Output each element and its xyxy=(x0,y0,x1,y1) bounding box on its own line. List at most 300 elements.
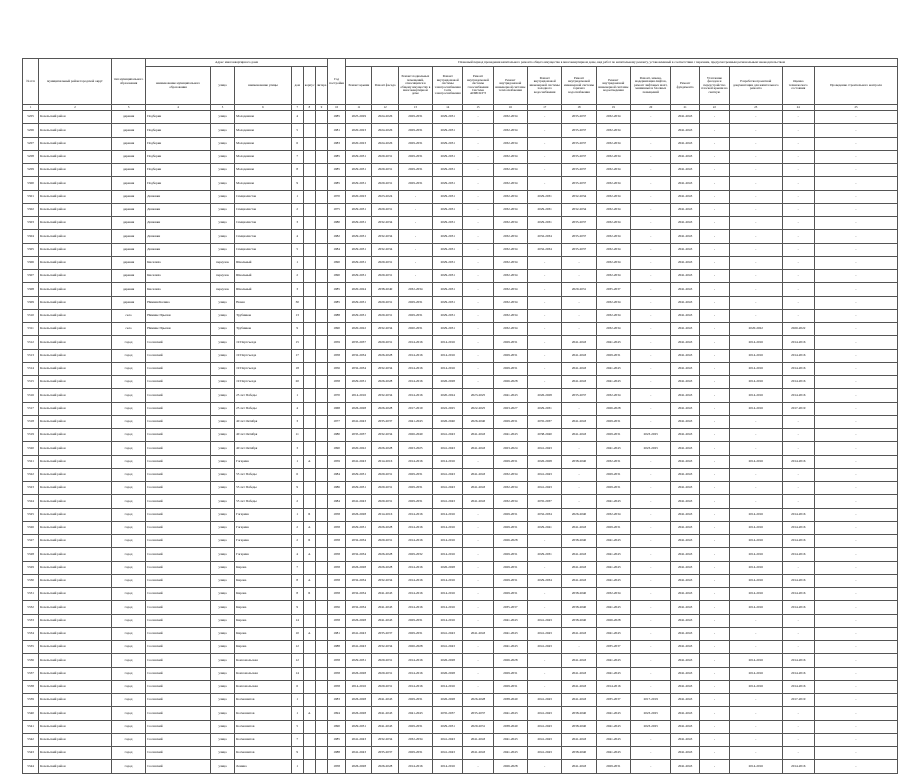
table-cell: 5319 xyxy=(23,429,39,442)
table-cell: 2041-2043 xyxy=(463,442,493,455)
table-cell: 2024-2026 xyxy=(372,111,398,124)
table-cell: улица xyxy=(210,190,234,203)
table-cell: 2041-2043 xyxy=(671,508,699,521)
table-cell xyxy=(315,150,327,163)
table-cell: 2023-2025 xyxy=(631,720,671,733)
table-cell: - xyxy=(463,641,493,654)
table-cell: - xyxy=(782,124,814,137)
table-cell: 40 лет Октября xyxy=(235,442,292,455)
table-cell: Козельский район xyxy=(39,164,112,177)
table-cell: А xyxy=(303,521,315,534)
table-cell: 2029-2031 xyxy=(433,243,463,256)
table-cell: 2014-2016 xyxy=(433,574,463,587)
table-cell xyxy=(315,283,327,296)
table-cell: 2032-2034 xyxy=(398,733,432,746)
table-cell: - xyxy=(782,627,814,640)
table-cell: Гагарина xyxy=(235,535,292,548)
table-cell: 2041-2043 xyxy=(671,190,699,203)
table-cell: - xyxy=(699,680,729,693)
table-cell: 2041-2043 xyxy=(671,296,699,309)
table-cell: 2032-2034 xyxy=(493,230,527,243)
table-cell: 2020-2031 xyxy=(398,323,432,336)
table-cell: - xyxy=(463,588,493,601)
table-cell: деревня xyxy=(111,217,145,230)
table-cell xyxy=(303,309,315,322)
table-cell xyxy=(315,667,327,680)
table-cell xyxy=(303,283,315,296)
table-cell: улица xyxy=(210,455,234,468)
table-cell: - xyxy=(631,415,671,428)
table-cell: 2029-2031 xyxy=(433,270,463,283)
table-cell: - xyxy=(631,588,671,601)
table-cell: 2020-2024 xyxy=(433,389,463,402)
table-cell: 1958 xyxy=(328,680,346,693)
table-cell: 2014-2016 xyxy=(398,561,432,574)
table-cell: 2032-2034 xyxy=(493,270,527,283)
table-cell: улица xyxy=(210,336,234,349)
table-cell: - xyxy=(631,733,671,746)
table-row xyxy=(23,614,898,627)
table-cell: 2032-2034 xyxy=(596,137,630,150)
table-cell: 2014-2016 xyxy=(730,389,783,402)
table-row xyxy=(23,747,898,760)
table-cell: 2014-2016 xyxy=(398,336,432,349)
table-cell: 2029-2031 xyxy=(433,323,463,336)
table-cell: Козельский район xyxy=(39,150,112,163)
table-cell: - xyxy=(814,760,897,773)
table-cell: 1 xyxy=(291,694,303,707)
table-cell: Козельский район xyxy=(39,521,112,534)
table-cell: 2014-2016 xyxy=(346,680,372,693)
table-cell: Трубников xyxy=(235,309,292,322)
table-cell: 2014-2016 xyxy=(433,455,463,468)
table-cell xyxy=(303,124,315,137)
table-row xyxy=(23,177,898,190)
table-cell: город xyxy=(111,442,145,455)
table-cell: 2032-2031 xyxy=(596,455,630,468)
table-cell xyxy=(303,667,315,680)
column-number: 20 xyxy=(631,105,671,111)
table-cell: 2026-2040 xyxy=(562,508,596,521)
table-row xyxy=(23,402,898,415)
table-cell: - xyxy=(814,468,897,481)
table-cell: 5314 xyxy=(23,362,39,375)
table-cell: 2014-2016 xyxy=(782,508,814,521)
table-cell: 2023-2025 xyxy=(398,442,432,455)
table-cell: 1984 xyxy=(328,468,346,481)
table-row xyxy=(23,243,898,256)
table-cell: 2029-2031 xyxy=(346,654,372,667)
table-cell: город xyxy=(111,362,145,375)
table-cell: - xyxy=(463,614,493,627)
table-cell xyxy=(303,468,315,481)
table-cell: Козельский район xyxy=(39,270,112,283)
table-cell: 2035-2037 xyxy=(562,243,596,256)
table-cell: - xyxy=(528,680,562,693)
table-cell: 5338 xyxy=(23,680,39,693)
table-cell: - xyxy=(562,495,596,508)
table-cell: 2038-2040 xyxy=(562,707,596,720)
table-cell: 2014-2016 xyxy=(782,548,814,561)
table-cell: Козельский район xyxy=(39,641,112,654)
table-cell: 1958 xyxy=(328,667,346,680)
table-cell: 2029-2031 xyxy=(398,468,432,481)
table-cell: - xyxy=(631,654,671,667)
table-cell: 2029-2031 xyxy=(346,150,372,163)
table-cell: 5337 xyxy=(23,667,39,680)
table-cell: - xyxy=(631,362,671,375)
table-cell: 6 xyxy=(291,680,303,693)
table-cell: Подборки xyxy=(146,137,211,150)
table-cell: Молодежная xyxy=(235,124,292,137)
table-cell: улица xyxy=(210,349,234,362)
table-cell: 5301 xyxy=(23,190,39,203)
table-cell: город xyxy=(111,707,145,720)
table-cell: город xyxy=(111,588,145,601)
col-cold-water-header: Ремонт внутридомовой инженерной системы холодного водоснабжения xyxy=(528,67,562,105)
table-cell: - xyxy=(699,349,729,362)
col-assessment-header: Оценка технического состояния xyxy=(782,67,814,105)
table-cell: 7 xyxy=(291,150,303,163)
table-cell: Б xyxy=(303,508,315,521)
table-cell: Сосенский xyxy=(146,548,211,561)
table-cell: - xyxy=(730,707,783,720)
table-cell: Сосенский xyxy=(146,654,211,667)
table-cell: - xyxy=(699,535,729,548)
table-cell: - xyxy=(463,111,493,124)
table-cell: 5330 xyxy=(23,574,39,587)
table-cell: - xyxy=(562,323,596,336)
table-cell: 9 xyxy=(291,482,303,495)
table-cell: улица xyxy=(210,548,234,561)
table-cell: - xyxy=(463,309,493,322)
table-cell: 2041-2043 xyxy=(671,627,699,640)
column-number: 7 xyxy=(291,105,303,111)
table-cell xyxy=(315,442,327,455)
table-cell: 2032-2034 xyxy=(493,124,527,137)
table-cell: - xyxy=(562,468,596,481)
table-cell: 2032-2034 xyxy=(596,588,630,601)
table-cell xyxy=(315,680,327,693)
table-cell: А xyxy=(303,548,315,561)
table-cell: 2035-2037 xyxy=(596,641,630,654)
table-cell: 2023-2025 xyxy=(631,429,671,442)
table-cell: 2022-2025 xyxy=(463,402,493,415)
table-cell: Сосенский xyxy=(146,482,211,495)
table-cell: 2032-2034 xyxy=(346,535,372,548)
table-cell: 5321 xyxy=(23,455,39,468)
table-row xyxy=(23,667,898,680)
table-cell xyxy=(315,747,327,760)
column-number: 2 xyxy=(39,105,112,111)
table-cell: 2029-2031 xyxy=(493,336,527,349)
table-cell xyxy=(303,230,315,243)
table-cell: - xyxy=(782,482,814,495)
table-cell: 2029-2031 xyxy=(372,296,398,309)
table-cell xyxy=(303,429,315,442)
table-cell: Кирова xyxy=(235,588,292,601)
table-cell: 2014-2016 xyxy=(433,588,463,601)
table-cell: Козельский район xyxy=(39,508,112,521)
table-cell: 2035-2037 xyxy=(372,627,398,640)
table-cell: - xyxy=(814,415,897,428)
table-cell: 2026-2040 xyxy=(433,415,463,428)
table-cell: 2035-2037 xyxy=(562,111,596,124)
table-cell: 2026-2028 xyxy=(433,561,463,574)
table-cell: 5307 xyxy=(23,270,39,283)
table-cell: 2041-2043 xyxy=(596,601,630,614)
col-mun-type-header: тип муниципального образования xyxy=(111,59,145,105)
table-cell: Гагарина xyxy=(235,521,292,534)
table-cell: 2035-2037 xyxy=(562,217,596,230)
table-cell: улица xyxy=(210,296,234,309)
table-cell: Молодежная xyxy=(235,137,292,150)
table-row xyxy=(23,362,898,375)
table-cell xyxy=(303,561,315,574)
table-cell: 1988 xyxy=(328,641,346,654)
table-cell: - xyxy=(631,508,671,521)
column-number: 24 xyxy=(782,105,814,111)
table-cell: 2041-2043 xyxy=(463,733,493,746)
table-cell: - xyxy=(730,468,783,481)
table-cell: 1958 xyxy=(328,376,346,389)
table-cell xyxy=(315,203,327,216)
table-cell: село xyxy=(111,309,145,322)
table-cell: - xyxy=(699,296,729,309)
table-cell: 2029-2031 xyxy=(433,124,463,137)
table-cell: 1982 xyxy=(328,230,346,243)
table-cell: 2014-2016 xyxy=(433,548,463,561)
table-cell xyxy=(315,309,327,322)
table-cell: 2029-2031 xyxy=(398,747,432,760)
table-cell: Сосенский xyxy=(146,402,211,415)
table-cell: - xyxy=(730,442,783,455)
table-cell: - xyxy=(463,217,493,230)
table-cell: - xyxy=(398,256,432,269)
table-cell: 2035-2037 xyxy=(562,177,596,190)
table-cell: - xyxy=(782,150,814,163)
table-cell: 5304 xyxy=(23,230,39,243)
table-cell: - xyxy=(814,124,897,137)
table-row xyxy=(23,442,898,455)
table-cell: 2038-2040 xyxy=(493,694,527,707)
table-cell: Дешовки xyxy=(146,243,211,256)
table-cell: 2014-2016 xyxy=(398,601,432,614)
table-cell: - xyxy=(814,574,897,587)
table-cell: 12 xyxy=(291,654,303,667)
table-cell: 2026-2028 xyxy=(433,667,463,680)
table-cell: - xyxy=(463,124,493,137)
table-cell: - xyxy=(730,124,783,137)
table-cell: 5327 xyxy=(23,535,39,548)
table-cell: 2014-2016 xyxy=(433,614,463,627)
col-roof-header: Ремонт крыши xyxy=(346,67,372,105)
table-cell: Козельский район xyxy=(39,561,112,574)
table-cell: 2041-2043 xyxy=(528,627,562,640)
table-cell: 2014-2016 xyxy=(782,667,814,680)
table-cell: город xyxy=(111,747,145,760)
table-cell: 2041-2043 xyxy=(671,402,699,415)
table-row xyxy=(23,137,898,150)
table-cell: 2029-2031 xyxy=(433,256,463,269)
table-cell: 2041-2043 xyxy=(463,495,493,508)
table-cell: Гагарина xyxy=(235,548,292,561)
table-cell: Специалистов xyxy=(235,203,292,216)
table-cell: - xyxy=(782,495,814,508)
table-cell: 2041-2043 xyxy=(372,694,398,707)
table-cell: - xyxy=(562,256,596,269)
column-number: 3 xyxy=(111,105,145,111)
table-cell: 1981 xyxy=(328,627,346,640)
table-cell: 2032-2034 xyxy=(493,190,527,203)
table-cell: 2032-2034 xyxy=(493,111,527,124)
table-row xyxy=(23,349,898,362)
table-cell: 2032-2034 xyxy=(493,323,527,336)
table-cell: улица xyxy=(210,733,234,746)
table-cell: 5317 xyxy=(23,402,39,415)
col-construction-control-header: Проведение строительного контроля xyxy=(814,67,897,105)
table-cell: 2032-2034 xyxy=(372,230,398,243)
table-cell: - xyxy=(398,217,432,230)
table-cell: 2041-2043 xyxy=(671,601,699,614)
table-cell: - xyxy=(699,203,729,216)
column-number: 13 xyxy=(398,105,432,111)
table-cell: 2041-2043 xyxy=(596,747,630,760)
table-cell: Козельский район xyxy=(39,680,112,693)
table-cell: 2029-2031 xyxy=(346,521,372,534)
table-cell: 2024-2026 xyxy=(372,124,398,137)
table-cell: - xyxy=(699,694,729,707)
table-cell: 2014-2016 xyxy=(730,561,783,574)
table-cell: 3 xyxy=(291,415,303,428)
table-cell: - xyxy=(782,177,814,190)
table-cell: 2026-2028 xyxy=(346,760,372,773)
table-cell: 2041-2043 xyxy=(562,694,596,707)
table-cell: - xyxy=(782,164,814,177)
table-cell: Трубников xyxy=(235,323,292,336)
column-number: 4 xyxy=(146,105,211,111)
table-cell: улица xyxy=(210,601,234,614)
table-cell: 2014-2016 xyxy=(433,336,463,349)
table-cell: - xyxy=(814,667,897,680)
table-cell: 2041-2043 xyxy=(346,733,372,746)
table-cell: 5 xyxy=(291,720,303,733)
table-cell: - xyxy=(398,270,432,283)
table-cell: 2029-2031 xyxy=(398,111,432,124)
table-cell: 1980 xyxy=(328,429,346,442)
table-cell: Козельский район xyxy=(39,190,112,203)
table-cell: 2026-2028 xyxy=(463,694,493,707)
table-cell: - xyxy=(463,680,493,693)
table-cell: 2041-2043 xyxy=(596,442,630,455)
table-cell xyxy=(315,482,327,495)
table-cell: 2035-2037 xyxy=(562,230,596,243)
table-cell: 2035-2037 xyxy=(562,150,596,163)
table-cell: - xyxy=(730,137,783,150)
table-cell: - xyxy=(730,641,783,654)
table-cell: - xyxy=(631,164,671,177)
table-row xyxy=(23,535,898,548)
table-cell: 5308 xyxy=(23,283,39,296)
table-cell: Козельский район xyxy=(39,402,112,415)
table-cell: - xyxy=(814,508,897,521)
table-cell: Молодежная xyxy=(235,150,292,163)
table-cell: 2029-2031 xyxy=(493,548,527,561)
table-cell: 2029-2031 xyxy=(398,694,432,707)
table-cell: улица xyxy=(210,177,234,190)
table-cell xyxy=(303,389,315,402)
table-cell: 2035-2037 xyxy=(433,707,463,720)
table-cell: - xyxy=(463,574,493,587)
table-cell: - xyxy=(730,309,783,322)
table-cell: 2029-2031 xyxy=(562,283,596,296)
table-cell: 2041-2043 xyxy=(528,442,562,455)
table-cell: 2026-2040 xyxy=(398,429,432,442)
table-cell: - xyxy=(782,270,814,283)
table-cell xyxy=(303,177,315,190)
table-cell: - xyxy=(699,733,729,746)
column-number: 19 xyxy=(596,105,630,111)
table-cell: 2035-2037 xyxy=(562,164,596,177)
table-cell: деревня xyxy=(111,243,145,256)
table-cell: - xyxy=(463,349,493,362)
column-number: 6 xyxy=(235,105,292,111)
table-cell: Сосенский xyxy=(146,561,211,574)
table-cell: Специалистов xyxy=(235,243,292,256)
table-header xyxy=(23,59,898,111)
table-cell xyxy=(303,402,315,415)
table-cell: 2029-2031 xyxy=(493,415,527,428)
col-electric-title: Ремонт внутридомовой системы электроснабжения xyxy=(434,74,461,89)
col-house-header: дом xyxy=(291,67,303,105)
table-cell: 2029-2031 xyxy=(398,614,432,627)
table-cell: 2026-2028 xyxy=(372,760,398,773)
table-cell: 2041-2043 xyxy=(596,548,630,561)
table-cell: улица xyxy=(210,376,234,389)
table-cell: 4 xyxy=(291,230,303,243)
table-cell: - xyxy=(528,760,562,773)
table-cell: 5306 xyxy=(23,256,39,269)
table-cell: улица xyxy=(210,111,234,124)
table-cell: 2041-2043 xyxy=(433,482,463,495)
table-cell: улица xyxy=(210,309,234,322)
table-cell: 2029-2031 xyxy=(398,482,432,495)
table-cell: 2041-2043 xyxy=(671,111,699,124)
table-cell: 2029-2031 xyxy=(398,137,432,150)
column-number: 22 xyxy=(699,105,729,111)
table-cell: 2014-2016 xyxy=(433,680,463,693)
table-cell: 2029-2031 xyxy=(346,203,372,216)
table-cell: 2041-2043 xyxy=(528,720,562,733)
table-cell: - xyxy=(463,203,493,216)
table-cell: - xyxy=(782,309,814,322)
table-cell: 2041-2043 xyxy=(346,455,372,468)
table-cell: 2029-2031 xyxy=(433,164,463,177)
table-cell: - xyxy=(463,150,493,163)
table-cell: - xyxy=(782,296,814,309)
col-foundation-header: Ремонт фундамента xyxy=(671,67,699,105)
table-cell: 2041-2043 xyxy=(671,588,699,601)
table-cell: 2041-2043 xyxy=(596,667,630,680)
table-cell xyxy=(315,508,327,521)
table-cell: - xyxy=(730,283,783,296)
table-cell: 2032-2034 xyxy=(596,177,630,190)
table-cell: 2041-2043 xyxy=(562,548,596,561)
table-cell: 55 лет Победы xyxy=(235,468,292,481)
table-cell: 1990 xyxy=(328,442,346,455)
table-cell: Кирова xyxy=(235,614,292,627)
table-cell: Киселиха xyxy=(146,283,211,296)
